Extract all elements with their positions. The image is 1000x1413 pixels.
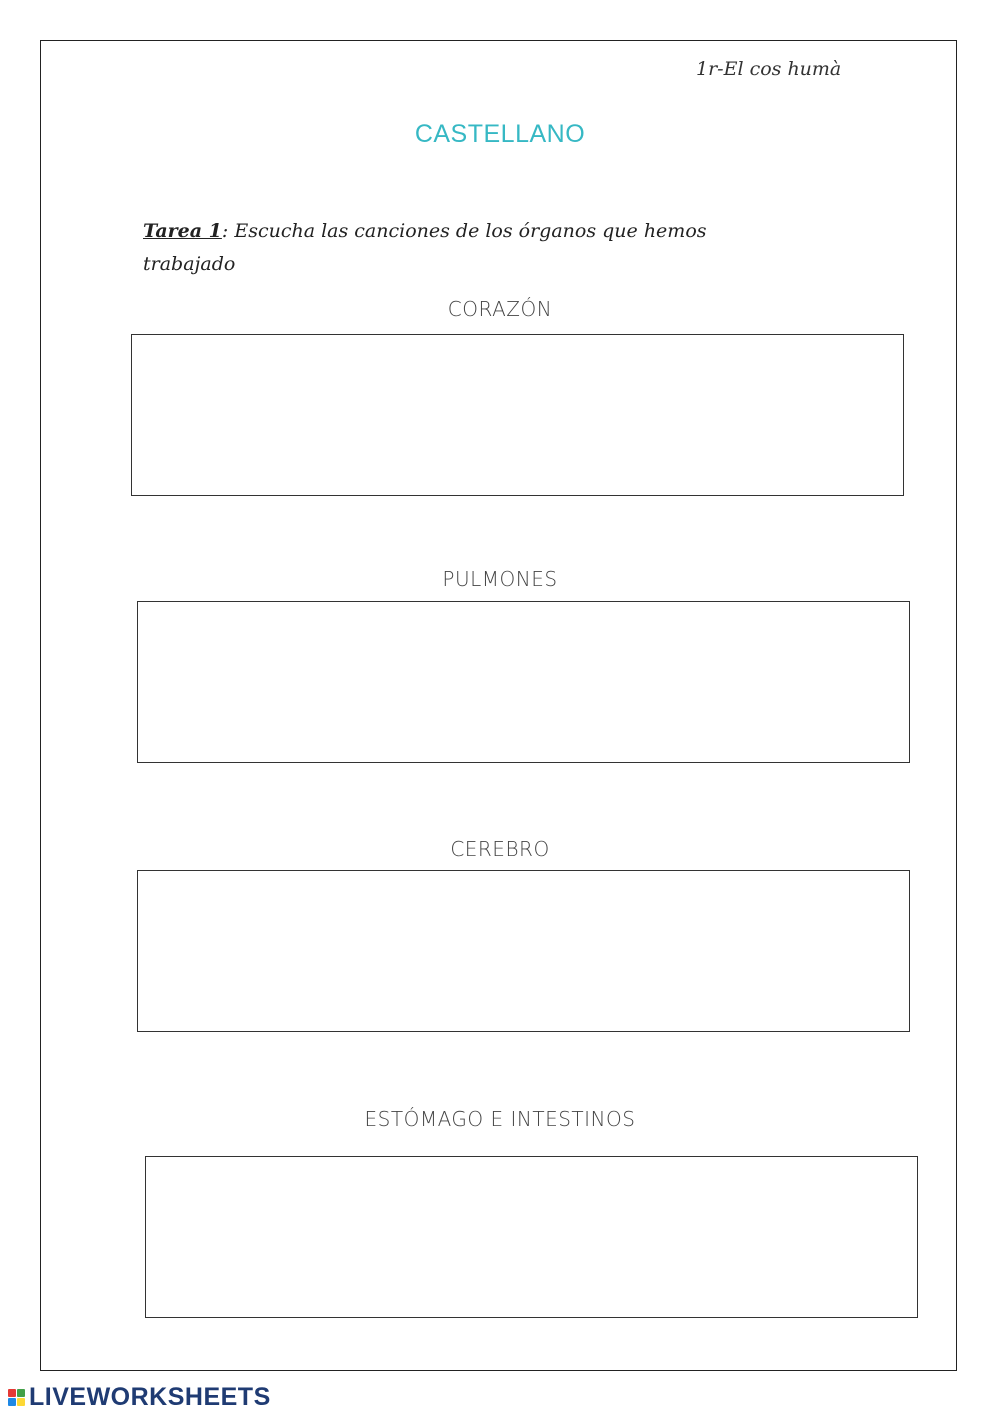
task-label: Tarea 1	[143, 220, 222, 242]
brand-text: LIVEWORKSHEETS	[29, 1383, 271, 1411]
liveworksheets-logo-icon	[8, 1389, 25, 1406]
section-label-cerebro: CEREBRO	[450, 837, 550, 861]
liveworksheets-brand	[8, 1383, 271, 1412]
section-label-corazon: CORAZÓN	[447, 297, 553, 321]
section-label-estomago: ESTÓMAGO E INTESTINOS	[364, 1107, 636, 1131]
header-note: 1r-El cos humà	[696, 58, 842, 80]
answer-box-cerebro[interactable]	[137, 870, 910, 1032]
subject-title: CASTELLANO	[414, 120, 586, 148]
answer-box-pulmones[interactable]	[137, 601, 910, 763]
task-instruction	[143, 215, 803, 281]
answer-box-corazon[interactable]	[131, 334, 904, 496]
logo-square-yellow	[17, 1398, 25, 1406]
logo-square-red	[8, 1389, 16, 1397]
logo-square-green	[17, 1389, 25, 1397]
task-text: : Escucha las canciones de los órganos que hemos trabajado	[143, 220, 707, 275]
logo-square-blue	[8, 1398, 16, 1406]
section-label-pulmones: PULMONES	[442, 567, 558, 591]
answer-box-estomago[interactable]	[145, 1156, 918, 1318]
